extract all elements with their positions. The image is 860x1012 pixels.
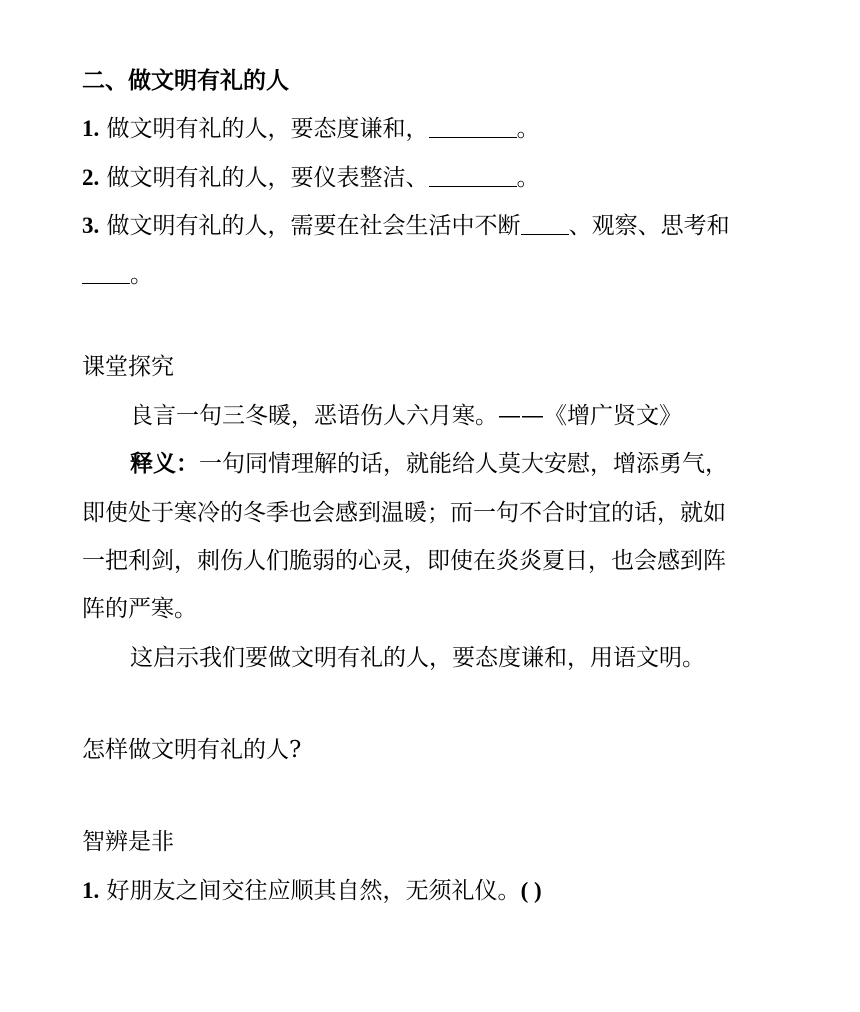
explanation-label: 释义： bbox=[130, 450, 199, 477]
item-text-end: 。 bbox=[130, 262, 153, 288]
question-line: 怎样做文明有礼的人? bbox=[82, 737, 302, 763]
explanation-line-3: 一把利剑，刺伤人们脆弱的心灵，即使在炎炎夏日，也会感到阵 bbox=[82, 548, 726, 574]
item-text: 做文明有礼的人，要态度谦和， bbox=[99, 116, 429, 142]
explanation-text: 一句同情理解的话，就能给人莫大安慰，增添勇气， bbox=[199, 451, 728, 477]
answer-blank[interactable] bbox=[429, 115, 517, 138]
item-text-end: 。 bbox=[516, 165, 540, 191]
item-number: 3. bbox=[82, 213, 100, 238]
answer-blank[interactable] bbox=[82, 261, 130, 284]
judge-heading: 智辨是非 bbox=[82, 829, 174, 855]
fill-item-2 bbox=[82, 163, 778, 193]
class-explore-heading: 课堂探究 bbox=[82, 354, 174, 380]
explanation-line-4: 阵的严寒。 bbox=[82, 596, 197, 622]
quote-line: 良言一句三冬暖，恶语伤人六月寒。——《增广贤文》 bbox=[130, 403, 682, 429]
item-text: 做文明有礼的人，要仪表整洁、 bbox=[99, 165, 429, 191]
fill-item-3-continued bbox=[82, 260, 778, 290]
answer-blank[interactable] bbox=[521, 212, 569, 235]
answer-blank[interactable] bbox=[429, 164, 517, 187]
item-text-end: 。 bbox=[516, 116, 540, 142]
item-number: 1. bbox=[82, 116, 100, 141]
explanation-line-2: 即使处于寒冷的冬季也会感到温暖；而一句不合时宜的话，就如 bbox=[82, 500, 726, 526]
item-number: 2. bbox=[82, 165, 100, 190]
item-text: 做文明有礼的人，需要在社会生活中不断 bbox=[99, 213, 521, 239]
conclusion-line: 这启示我们要做文明有礼的人，要态度谦和，用语文明。 bbox=[130, 645, 705, 671]
item-text: 好朋友之间交往应顺其自然，无须礼仪。 bbox=[99, 878, 521, 904]
judge-item-1 bbox=[82, 876, 778, 906]
answer-bracket[interactable]: ( ) bbox=[520, 878, 542, 903]
item-text-mid: 、观察、思考和 bbox=[568, 213, 730, 239]
section-title: 二、做文明有礼的人 bbox=[82, 67, 289, 94]
fill-item-1 bbox=[82, 114, 778, 144]
explanation-line-1 bbox=[130, 449, 778, 479]
fill-item-3 bbox=[82, 211, 778, 241]
item-number: 1. bbox=[82, 878, 100, 903]
